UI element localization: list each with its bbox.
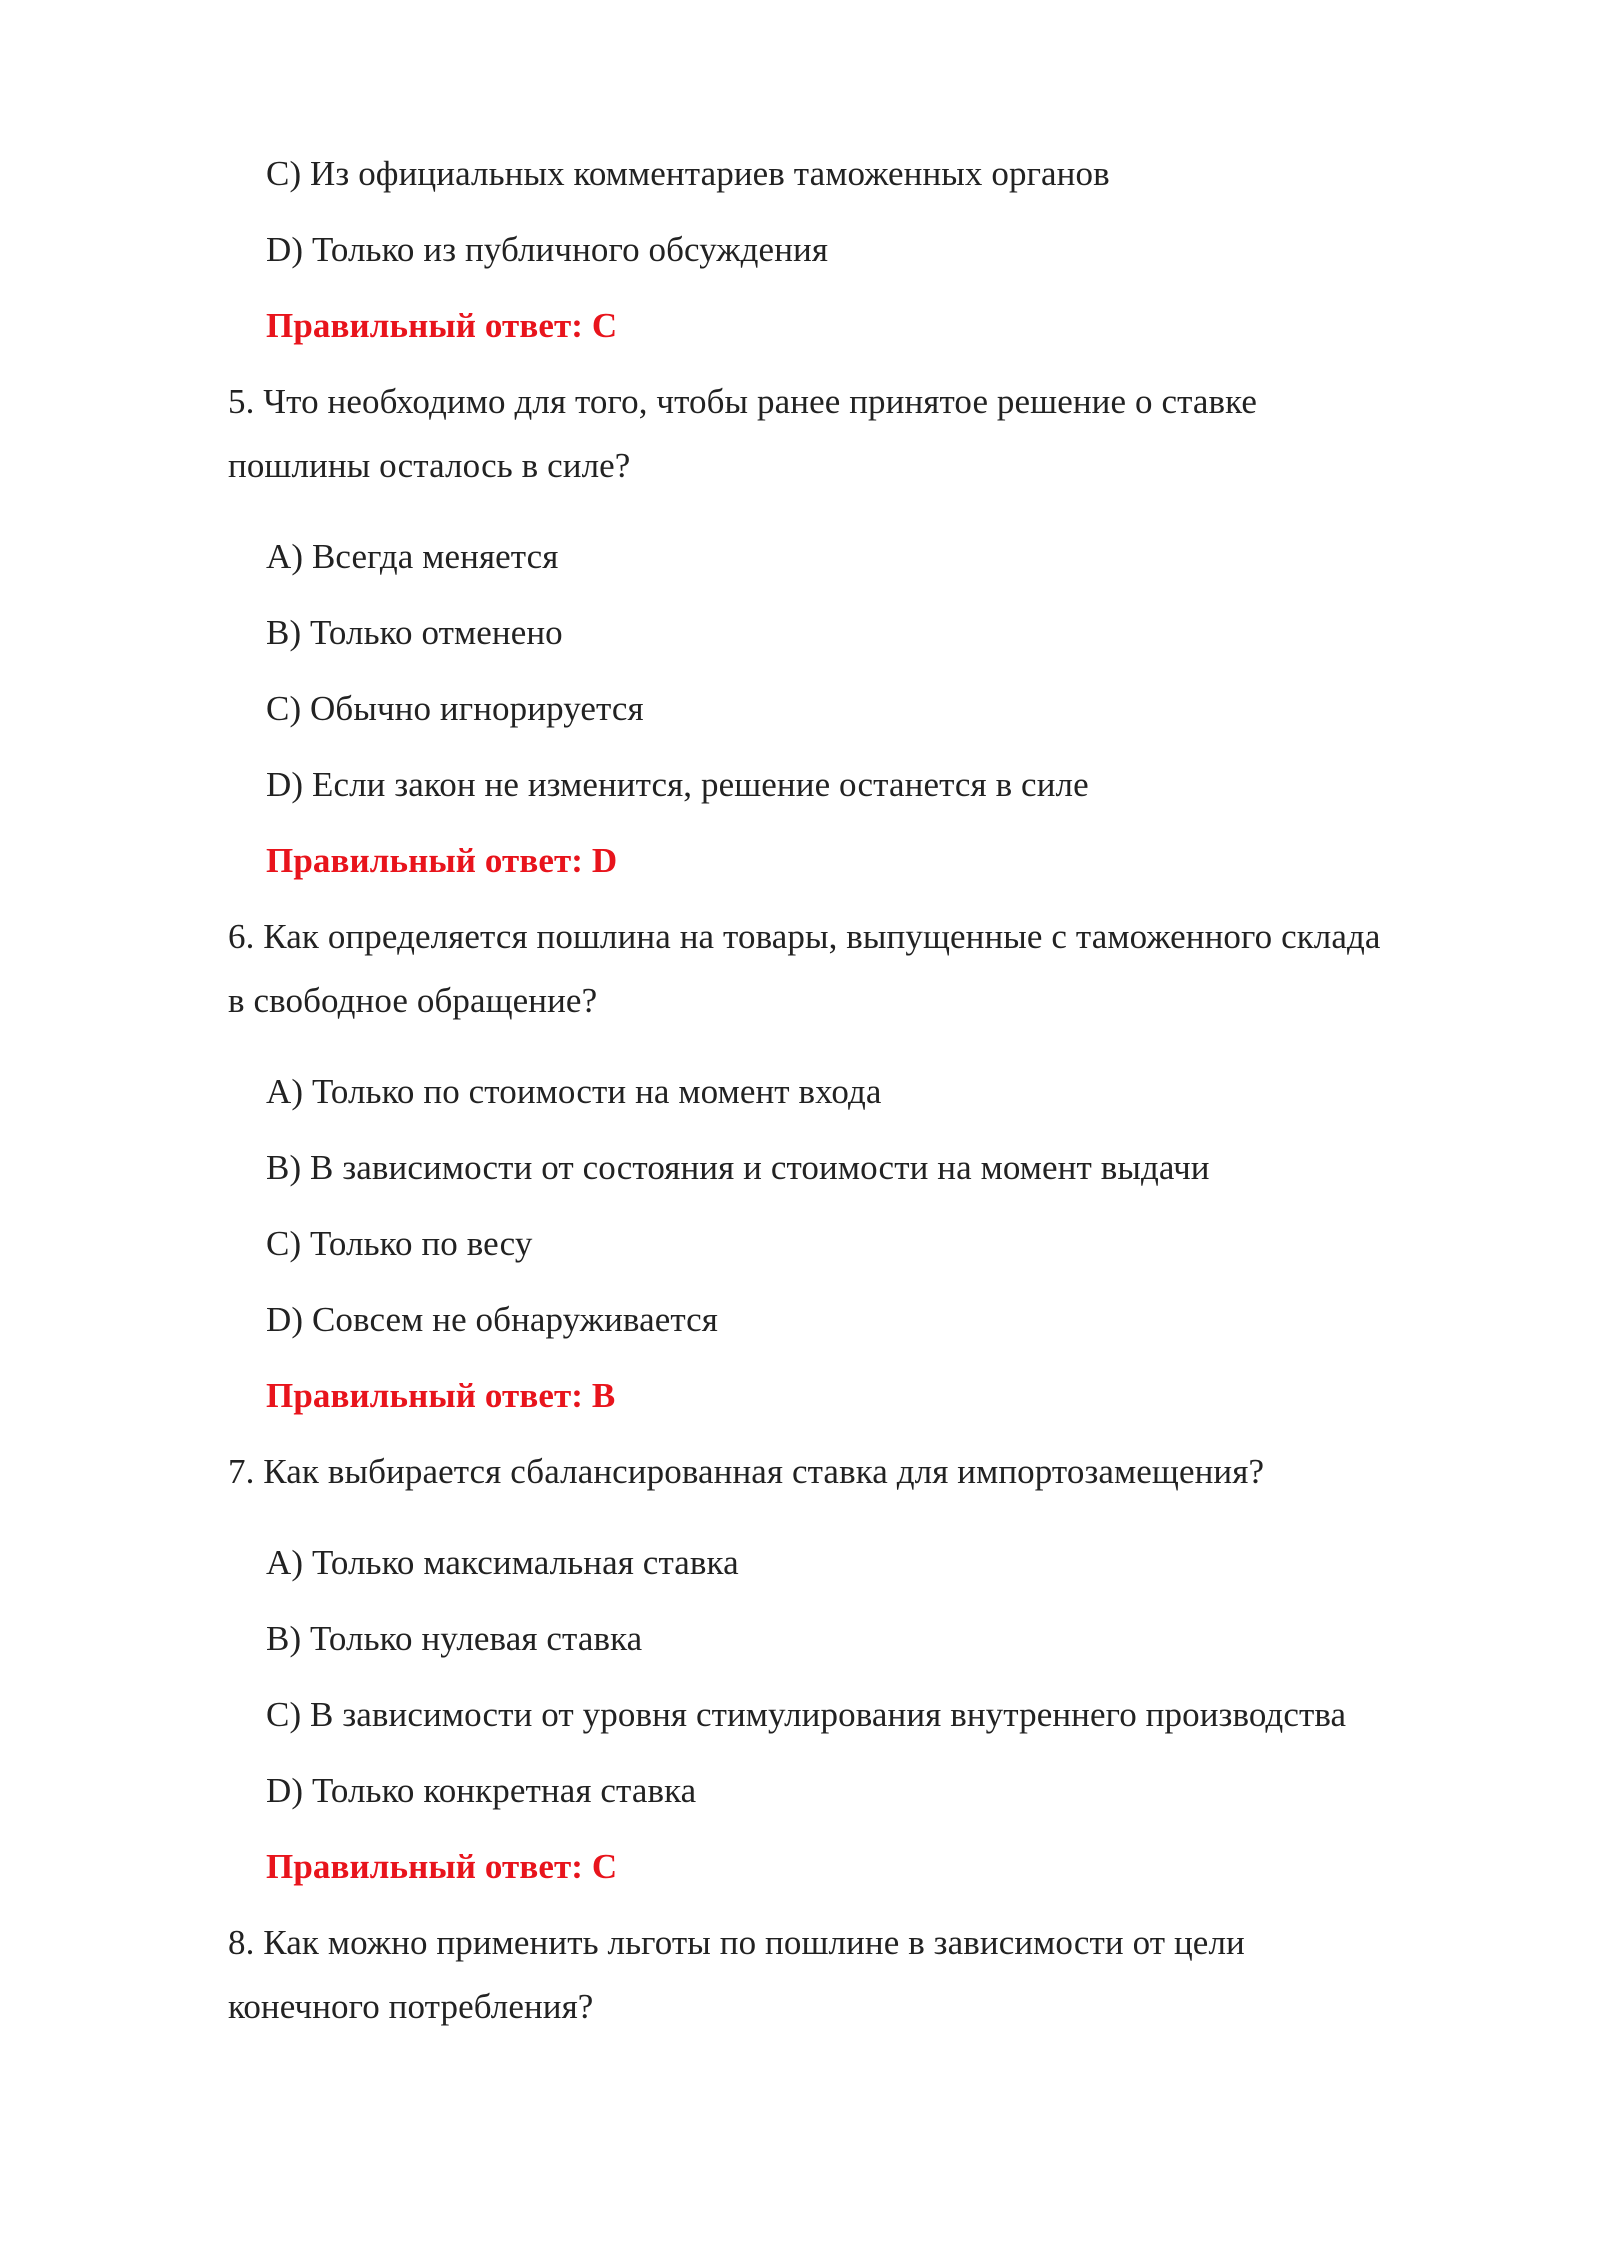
- q8-question-line-2: конечного потребления?: [228, 1987, 594, 2026]
- q7-option-c: C) В зависимости от уровня стимулирования внутреннего производства: [266, 1695, 1347, 1734]
- q6-option-b: B) В зависимости от состояния и стоимости на момент выдачи: [266, 1148, 1210, 1187]
- q5-option-c: C) Обычно игнорируется: [266, 689, 644, 728]
- q8-question-line-1: 8. Как можно применить льготы по пошлине в зависимости от цели: [228, 1923, 1245, 1962]
- q4-correct-answer: Правильный ответ: C: [266, 306, 618, 345]
- q7-option-d: D) Только конкретная ставка: [266, 1771, 697, 1810]
- q5-option-b: B) Только отменено: [266, 613, 563, 652]
- q6-option-a: A) Только по стоимости на момент входа: [266, 1072, 882, 1111]
- q6-option-c: C) Только по весу: [266, 1224, 533, 1263]
- q5-correct-answer: Правильный ответ: D: [266, 841, 618, 880]
- q7-correct-answer: Правильный ответ: C: [266, 1847, 618, 1886]
- q6-question-line-1: 6. Как определяется пошлина на товары, выпущенные с таможенного склада: [228, 917, 1381, 956]
- q6-question-line-2: в свободное обращение?: [228, 981, 598, 1020]
- q7-option-b: B) Только нулевая ставка: [266, 1619, 643, 1658]
- q5-question-line-1: 5. Что необходимо для того, чтобы ранее принятое решение о ставке: [228, 382, 1258, 421]
- q4-option-d: D) Только из публичного обсуждения: [266, 230, 829, 269]
- q4-option-c: C) Из официальных комментариев таможенных органов: [266, 154, 1110, 193]
- q5-option-d: D) Если закон не изменится, решение останется в силе: [266, 765, 1089, 804]
- q7-question-line-1: 7. Как выбирается сбалансированная ставка для импортозамещения?: [228, 1452, 1265, 1491]
- q5-question-line-2: пошлины осталось в силе?: [228, 446, 631, 485]
- q6-option-d: D) Совсем не обнаруживается: [266, 1300, 719, 1339]
- q5-option-a: A) Всегда меняется: [266, 537, 559, 576]
- q6-correct-answer: Правильный ответ: B: [266, 1376, 616, 1415]
- q7-option-a: A) Только максимальная ставка: [266, 1543, 739, 1582]
